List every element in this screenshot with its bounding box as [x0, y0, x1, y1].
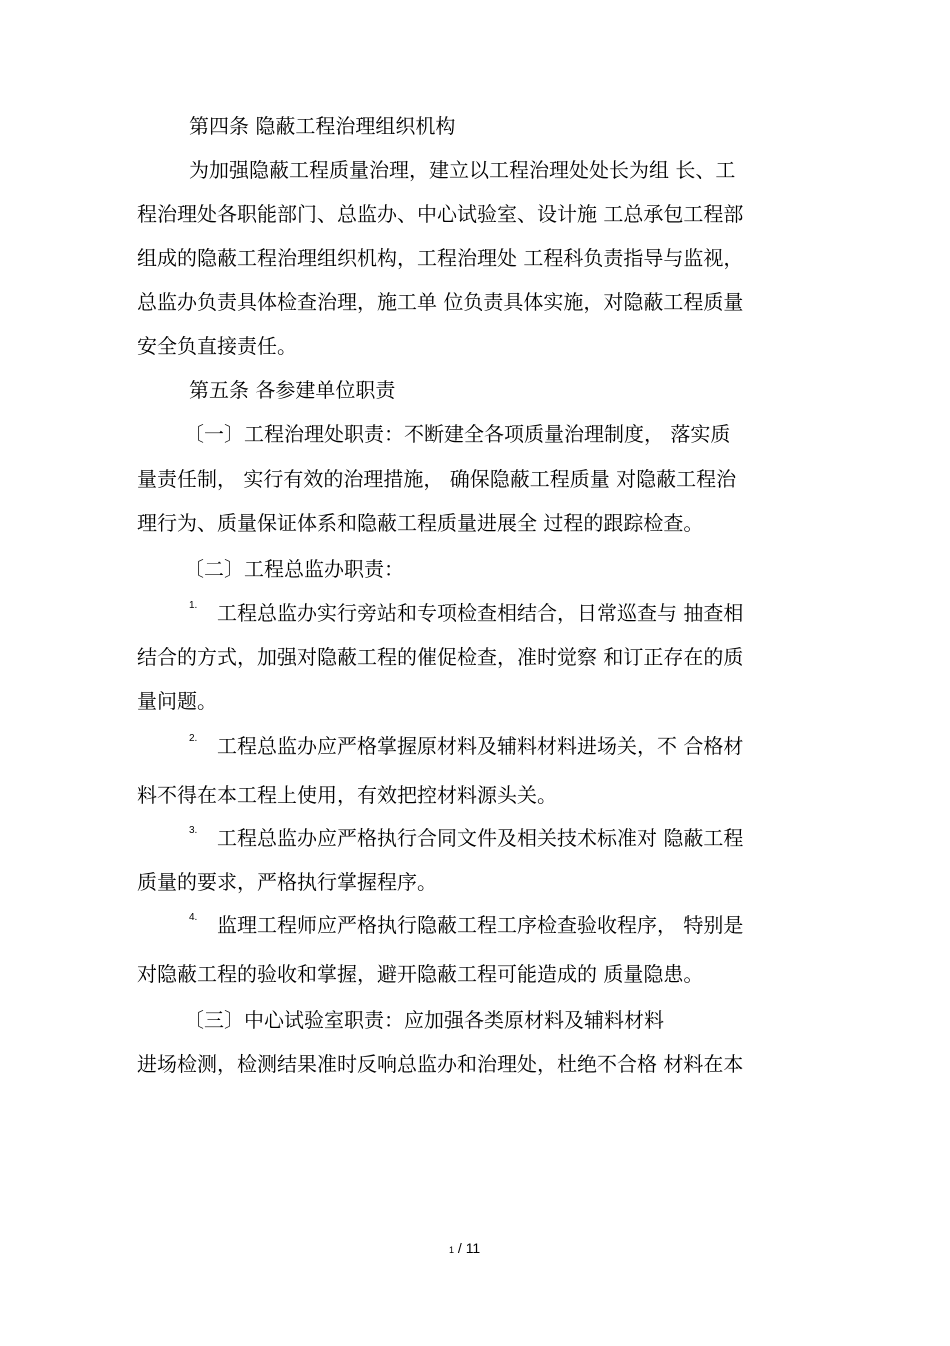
- item-number: 4.: [189, 912, 198, 923]
- item3-line-1: 工程总监办应严格执行合同文件及相关技术标准对 隐蔽工程: [217, 826, 744, 850]
- section3-line-2: 进场检测，检测结果准时反响总监办和治理处，杜绝不合格 材料在本: [137, 1052, 744, 1076]
- page-number: [449, 1240, 480, 1256]
- article4-line-2: 程治理处各职能部门、总监办、中心试验室、设计施 工总承包工程部: [137, 202, 744, 226]
- article4-line-3: 组成的隐蔽工程治理组织机构，工程治理处 工程科负责指导与监视，: [137, 246, 744, 270]
- page-separator: /: [457, 1240, 462, 1256]
- item4-line-1: 监理工程师应严格执行隐蔽工程工序检查验收程序， 特别是: [217, 913, 744, 937]
- item3-line-2: 质量的要求，严格执行掌握程序。: [137, 870, 437, 894]
- article5-heading: 第五条 各参建单位职责: [189, 378, 396, 402]
- section1-line-3: 理行为、质量保证体系和隐蔽工程质量进展全 过程的跟踪检查。: [137, 511, 704, 535]
- article4-line-1: 为加强隐蔽工程质量治理，建立以工程治理处处长为组 长、工: [189, 158, 736, 182]
- item1-line-3: 量问题。: [137, 689, 217, 713]
- item1-line-2: 结合的方式，加强对隐蔽工程的催促检查，准时觉察 和订正存在的质: [137, 645, 744, 669]
- article4-heading: 第四条 隐蔽工程治理组织机构: [189, 114, 456, 138]
- article4-line-5: 安全负直接责任。: [137, 334, 297, 358]
- section3-line-1: 〔三〕中心试验室职责：应加强各类原材料及辅料材料: [184, 1008, 664, 1032]
- total-pages: 11: [465, 1240, 481, 1256]
- item1-line-1: 工程总监办实行旁站和专项检查相结合，日常巡查与 抽查相: [217, 601, 744, 625]
- section1-line-1: 〔一〕工程治理处职责：不断建全各项质量治理制度， 落实质: [184, 422, 731, 446]
- item-number: 2.: [189, 733, 198, 744]
- item4-line-2: 对隐蔽工程的验收和掌握，避开隐蔽工程可能造成的 质量隐患。: [137, 962, 704, 986]
- section1-line-2: 量责任制， 实行有效的治理措施， 确保隐蔽工程质量 对隐蔽工程治: [137, 467, 737, 491]
- current-page: 1: [449, 1245, 455, 1255]
- article4-line-4: 总监办负责具体检查治理，施工单 位负责具体实施，对隐蔽工程质量: [137, 290, 744, 314]
- item-number: 3.: [189, 825, 198, 836]
- item2-line-2: 料不得在本工程上使用，有效把控材料源头关。: [137, 783, 557, 807]
- item2-line-1: 工程总监办应严格掌握原材料及辅料材料进场关，不 合格材: [217, 734, 744, 758]
- section2-heading: 〔二〕工程总监办职责：: [184, 557, 404, 581]
- item-number: 1.: [189, 600, 198, 611]
